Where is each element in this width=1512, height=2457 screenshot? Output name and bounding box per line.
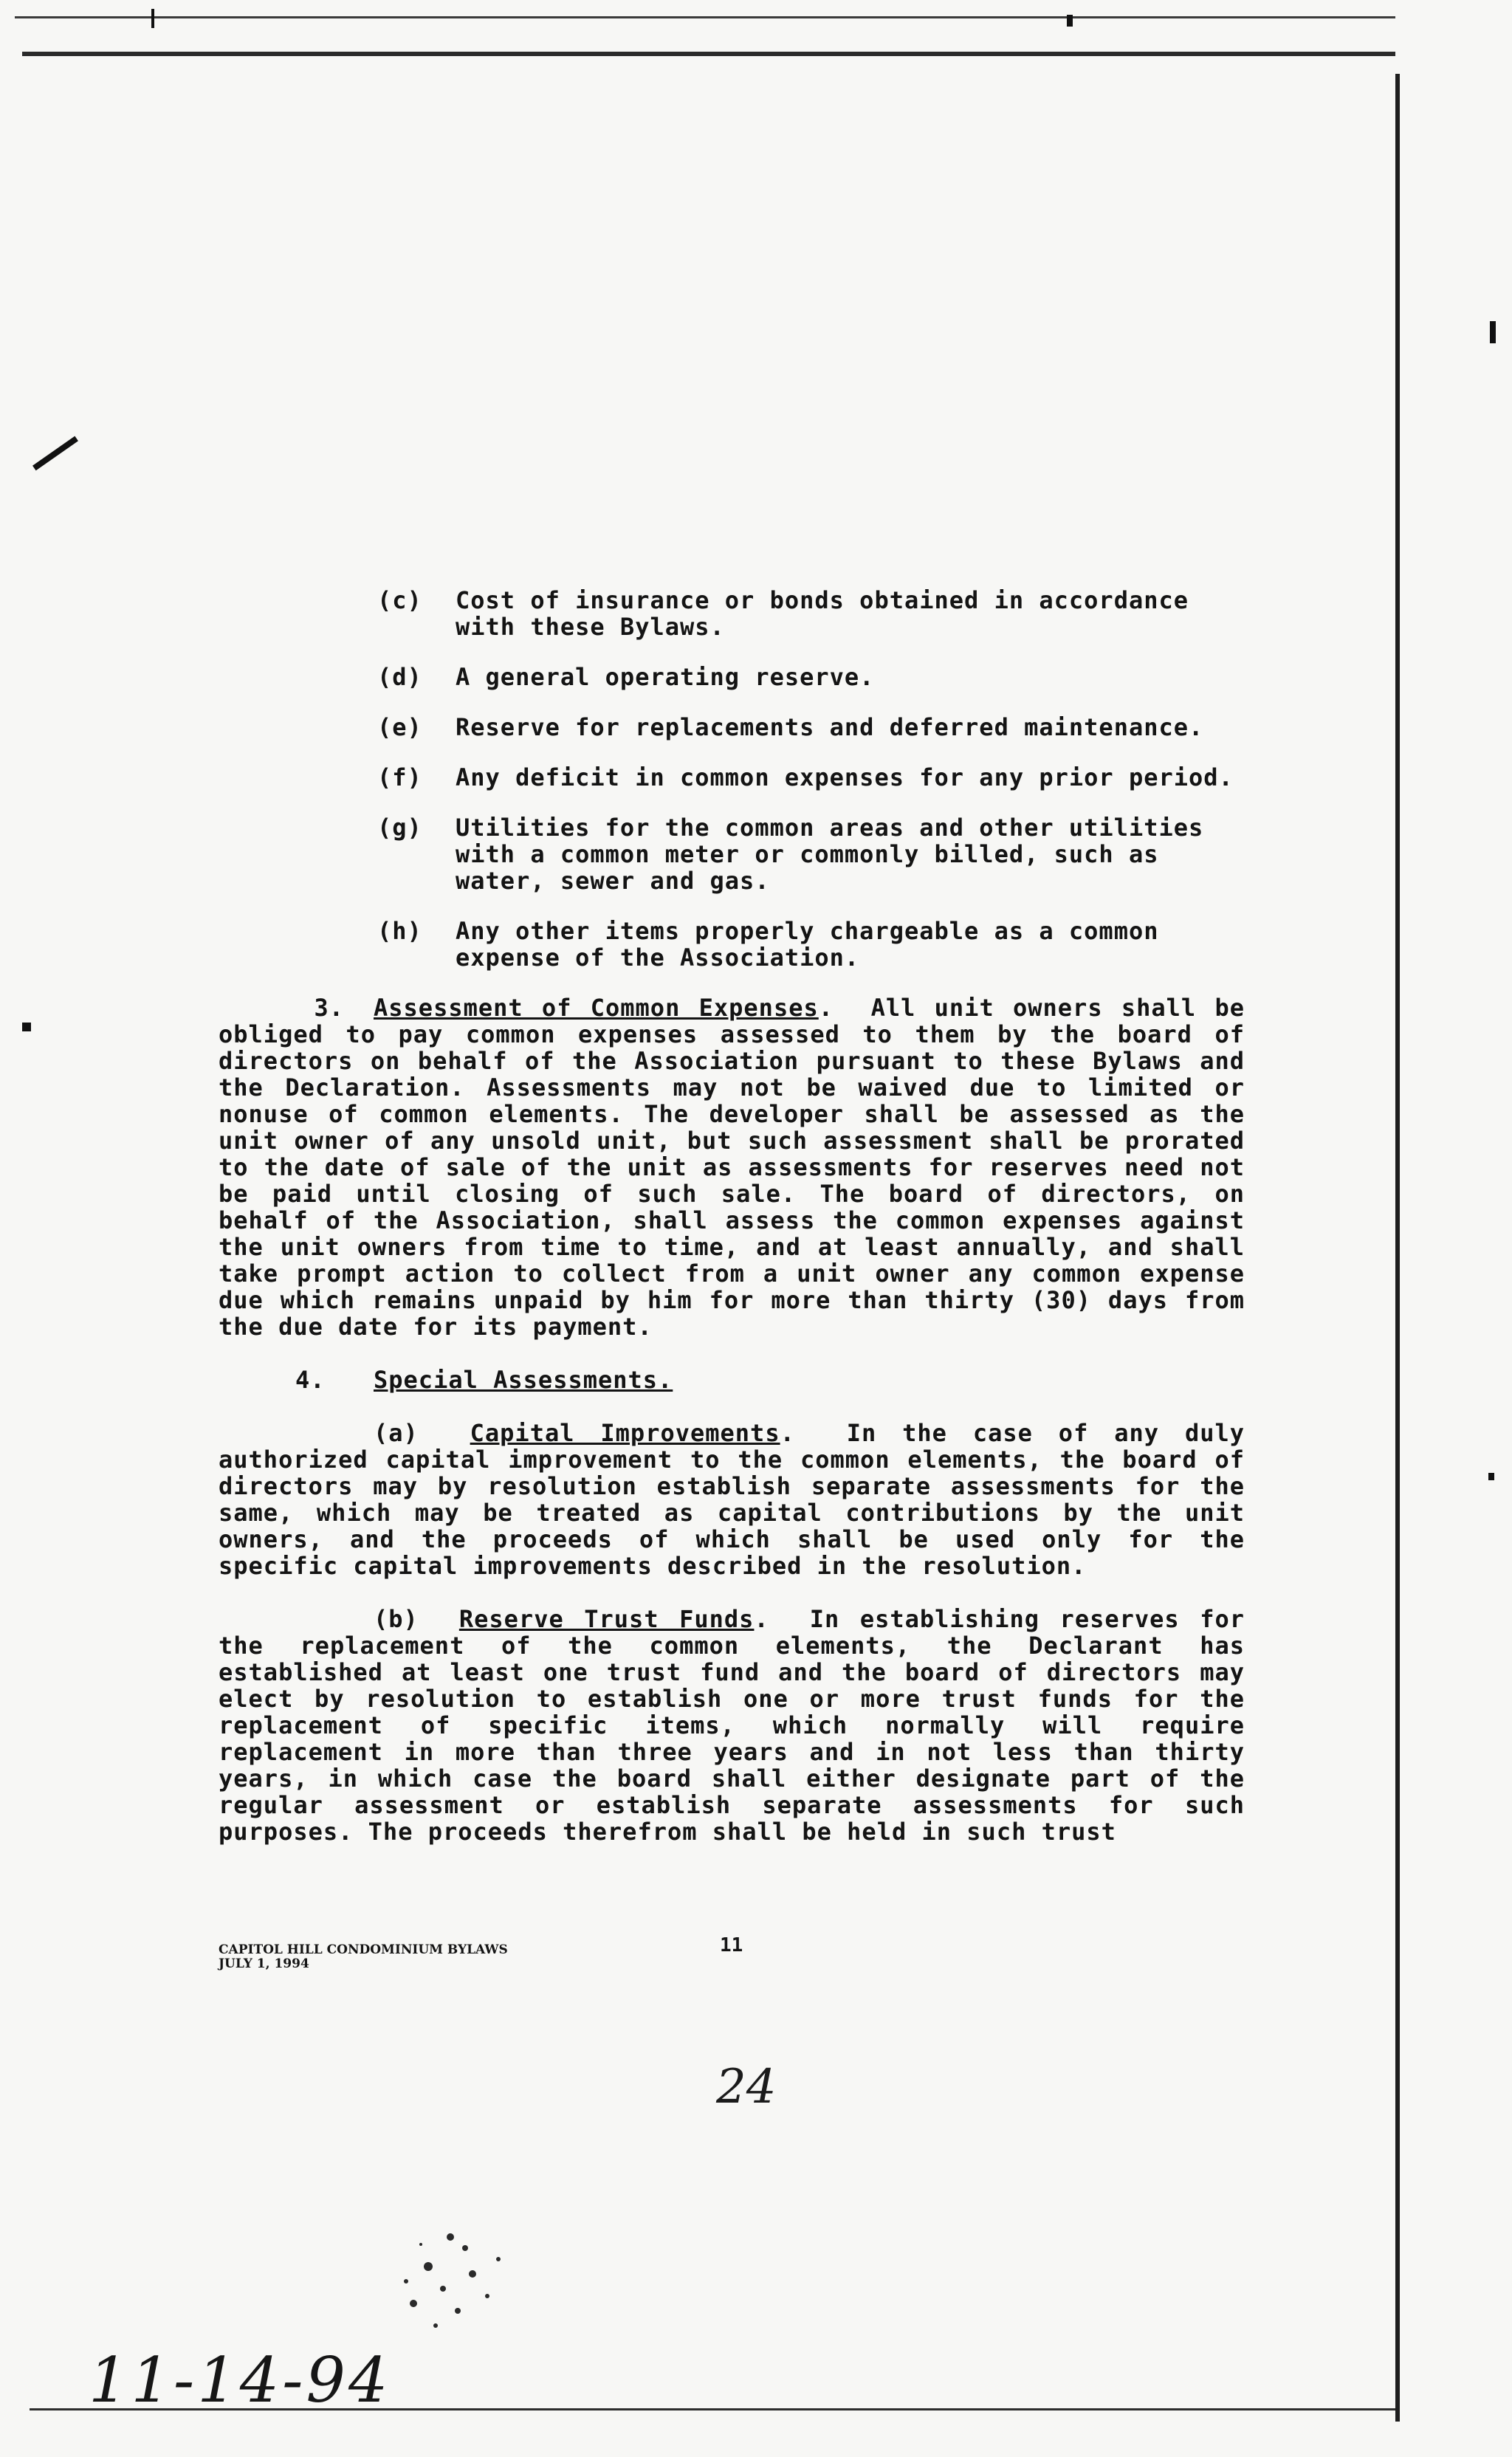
subsection-heading: Capital Improvements xyxy=(470,1419,780,1447)
section-number: 3. xyxy=(314,994,344,1022)
list-item xyxy=(377,664,1245,690)
subsection-label: (b) xyxy=(374,1605,419,1633)
subsection-heading: Reserve Trust Funds xyxy=(458,1605,755,1633)
section-3-paragraph: 3. Assessment of Common Expenses. All unit owners shall be obliged to pay common expenses assessed to them by the board of directors on behalf of the Association pursuant to these Bylaws and the Declaration. Assessments may not be waived due to limited or nonuse of common elements. The developer shall be assessed as the unit owner of any unsold unit, but such assessment shall be prorated to the date of sale of the unit as assessments for reserves need not be paid until closing of such sale. The board of directors, on behalf of the Association, shall assess the common expenses against the unit owners from time to time, and at least annually, and shall take prompt action to collect from a unit owner any common expense due which remains unpaid by him for more than thirty (30) days from the due date for its payment. xyxy=(219,994,1245,1341)
section-4-heading xyxy=(295,1367,1245,1393)
section-4b-paragraph: (b) Reserve Trust Funds. In establishing reserves for the replacement of the common elements, the Declarant has established at least one trust fund and the board of directors may elect by resolution to establish one or more trust funds for the replacement of specific items, which normally will require replacement in more than three years and in not less than thirty years, in which case the board shall either designate part of the regular assessment or establish separate assessments for such purposes. The proceeds therefrom shall be held in such trust xyxy=(219,1605,1245,1846)
list-item xyxy=(377,918,1245,971)
subsection-label: (a) xyxy=(374,1419,419,1447)
top-border-line xyxy=(22,52,1395,56)
item-label: (e) xyxy=(377,713,422,741)
handwritten-page-number: 24 xyxy=(716,2060,777,2114)
item-text: Any other items properly chargeable as a common expense of the Association. xyxy=(456,917,1159,972)
item-text: Reserve for replacements and deferred maintenance. xyxy=(456,713,1204,741)
item-text: Cost of insurance or bonds obtained in accordance with these Bylaws. xyxy=(456,586,1189,641)
section-text: All unit owners shall be obliged to pay common expenses assessed to them by the board of directors on behalf of the Association pursuant to these Bylaws and the Declaration. Assessments may not be waived due to limited or nonuse of common elements. The developer shall be assessed as the unit owner of any unsold unit, but such assessment shall be prorated to the date of sale of the unit as assessments for reserves need not be paid until closing of such sale. The board of directors, on behalf of the Association, shall assess the common expenses against the unit owners from time to time, and at least annually, and shall take prompt action to collect from a unit owner any common expense due which remains unpaid by him for more than thirty (30) days from the due date for its payment. xyxy=(219,994,1245,1341)
section-number: 4. xyxy=(295,1366,326,1394)
scan-mark xyxy=(151,9,154,28)
item-text: Any deficit in common expenses for any prior period. xyxy=(456,763,1234,791)
section-heading: Special Assessments. xyxy=(374,1366,673,1394)
right-border-line xyxy=(1395,74,1400,2422)
handwritten-date: 11-14-94 xyxy=(89,2344,391,2416)
scan-mark xyxy=(32,436,78,471)
scan-mark xyxy=(1490,321,1496,343)
item-label: (c) xyxy=(377,586,422,614)
bylaws-body xyxy=(219,587,1245,1872)
list-item xyxy=(377,714,1245,740)
page-number: 11 xyxy=(720,1934,743,1956)
subsection-text: In the case of any duly authorized capital improvement to the common elements, the board of directors may by resolution establish separate assessments for the same, which may be treated as capital contributions by the unit owners, and the proceeds of which shall be used only for the specific capital improvements described in the resolution. xyxy=(219,1419,1245,1580)
scan-mark xyxy=(22,1023,31,1031)
scan-mark xyxy=(1067,15,1073,27)
subsection-text: In establishing reserves for the replacement of the common elements, the Declarant has established at least one trust fund and the board of directors may elect by resolution to establish one or more trust funds for the replacement of specific items, which normally will require replacement in more than three years and in not less than thirty years, in which case the board shall either designate part of the regular assessment or establish separate assessments for such purposes. The proceeds therefrom shall be held in such trust xyxy=(219,1605,1245,1846)
item-label: (g) xyxy=(377,814,422,842)
footer-doc-title: CAPITOL HILL CONDOMINIUM BYLAWS xyxy=(219,1942,508,1957)
scan-mark xyxy=(1488,1473,1494,1480)
top-scan-line xyxy=(15,16,1395,18)
footer-doc-date: JULY 1, 1994 xyxy=(219,1956,309,1971)
item-label: (f) xyxy=(377,763,422,791)
item-label: (d) xyxy=(377,663,422,691)
item-label: (h) xyxy=(377,917,422,945)
list-item xyxy=(377,764,1245,791)
list-item xyxy=(377,587,1245,640)
ink-smudge xyxy=(362,2215,554,2348)
item-text: Utilities for the common areas and other utilities with a common meter or commonly billed, such as water, sewer and gas. xyxy=(456,814,1204,895)
item-text: A general operating reserve. xyxy=(456,663,875,691)
list-item xyxy=(377,814,1245,894)
section-4a-paragraph: (a) Capital Improvements. In the case of any duly authorized capital improvement to the common elements, the board of directors may by resolution establish separate assessments for the same, which may be treated as capital contributions by the unit owners, and the proceeds of which shall be used only for the specific capital improvements described in the resolution. xyxy=(219,1419,1245,1580)
section-heading: Assessment of Common Expenses xyxy=(374,994,819,1022)
